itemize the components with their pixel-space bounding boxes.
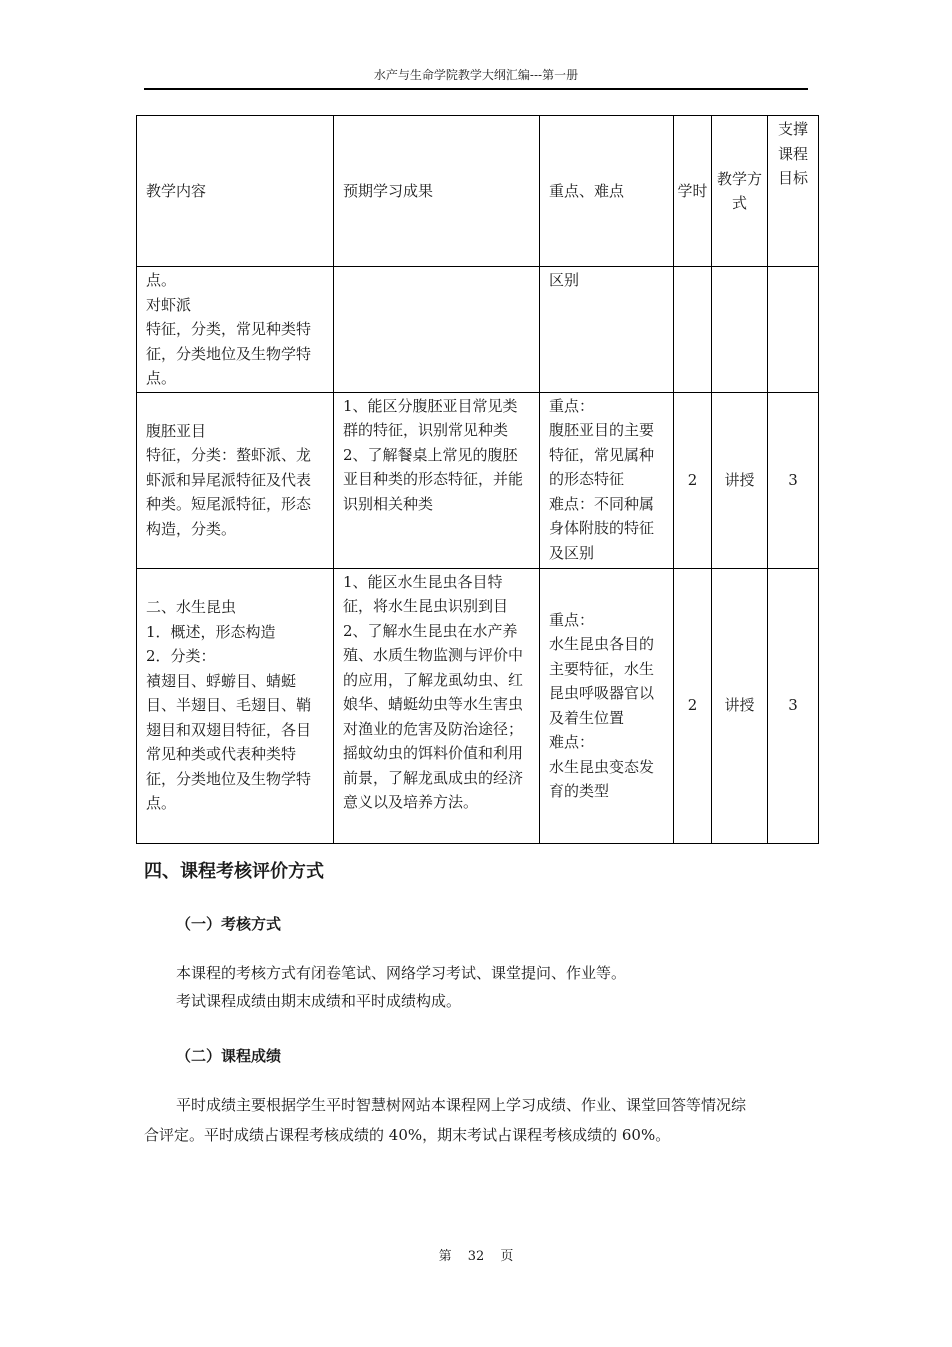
header-rule: [144, 88, 808, 90]
table-row: [137, 267, 819, 393]
header-hours: 学时: [674, 116, 712, 267]
footer-prefix: 第: [438, 1249, 452, 1264]
cell-outcomes: 1、能区分腹胚亚目常见类群的特征，识别常见种类 2、了解餐桌上常见的腹胚亚目种类的形态特征，并能识别相关种类: [334, 392, 540, 568]
subsection-heading-grades: （二）课程成绩: [176, 1047, 282, 1065]
header-key-points: 重点、难点: [540, 116, 674, 267]
cell-target: 3: [768, 568, 819, 843]
cell-target: [768, 267, 819, 393]
table-row: [137, 568, 819, 843]
syllabus-table: [136, 115, 819, 844]
cell-hours: [674, 267, 712, 393]
cell-hours: 2: [674, 568, 712, 843]
paragraph-grade-composition: 考试课程成绩由期末成绩和平时成绩构成。: [176, 992, 462, 1010]
cell-key-points: 区别: [540, 267, 674, 393]
subsection-heading-assessment: （一）考核方式: [176, 915, 282, 933]
cell-method: [712, 267, 768, 393]
paragraph-grades-line1: 平时成绩主要根据学生平时智慧树网站本课程网上学习成绩、作业、课堂回答等情况综: [176, 1096, 747, 1114]
running-header: 水产与生命学院教学大纲汇编---第一册: [373, 68, 579, 82]
cell-content: 点。 对虾派 特征，分类，常见种类特征，分类地位及生物学特点。: [137, 267, 334, 393]
table-header-row: [137, 116, 819, 267]
table-row: [137, 392, 819, 568]
header-content: 教学内容: [137, 116, 334, 267]
cell-method: 讲授: [712, 568, 768, 843]
header-target: 支撑课程目标: [768, 116, 819, 267]
footer-suffix: 页: [500, 1249, 514, 1264]
page-footer: [0, 1247, 952, 1267]
header-method: 教学方式: [712, 116, 768, 267]
cell-hours: 2: [674, 392, 712, 568]
cell-key-points: 重点： 腹胚亚目的主要特征，常见属种的形态特征 难点：不同种属身体附肢的特征及区别: [540, 392, 674, 568]
cell-content: 腹胚亚目 特征，分类：螯虾派、龙虾派和异尾派特征及代表种类。短尾派特征，形态构造，分类。: [137, 392, 334, 568]
cell-outcomes: [334, 267, 540, 393]
cell-key-points: 重点： 水生昆虫各目的主要特征，水生昆虫呼吸器官以及着生位置 难点： 水生昆虫变态发育的类型: [540, 568, 674, 843]
cell-method: 讲授: [712, 392, 768, 568]
paragraph-grades-line2: 合评定。平时成绩占课程考核成绩的 40%，期末考试占课程考核成绩的 60%。: [144, 1126, 671, 1144]
paragraph-assessment-methods: 本课程的考核方式有闭卷笔试、网络学习考试、课堂提问、作业等。: [176, 964, 627, 982]
cell-content: 二、水生昆虫 1．概述，形态构造 2．分类： 襀翅目、蜉蝣目、蜻蜓目、半翅目、毛翅目、鞘翅目和双翅目特征，各目常见种类或代表种类特征，分类地位及生物学特点。: [137, 568, 334, 843]
cell-outcomes: 1、能区水生昆虫各目特征，将水生昆虫识别到目 2、了解水生昆虫在水产养殖、水质生物监测与评价中的应用，了解龙虱幼虫、红娘华、蜻蜓幼虫等水生害虫对渔业的危害及防治途径；摇蚊幼虫的饵料价值和利用前景，了解龙虱成虫的经济意义以及培养方法。: [334, 568, 540, 843]
section-heading: 四、课程考核评价方式: [144, 861, 324, 882]
page-number: 32: [467, 1249, 485, 1264]
cell-target: 3: [768, 392, 819, 568]
header-outcomes: 预期学习成果: [334, 116, 540, 267]
